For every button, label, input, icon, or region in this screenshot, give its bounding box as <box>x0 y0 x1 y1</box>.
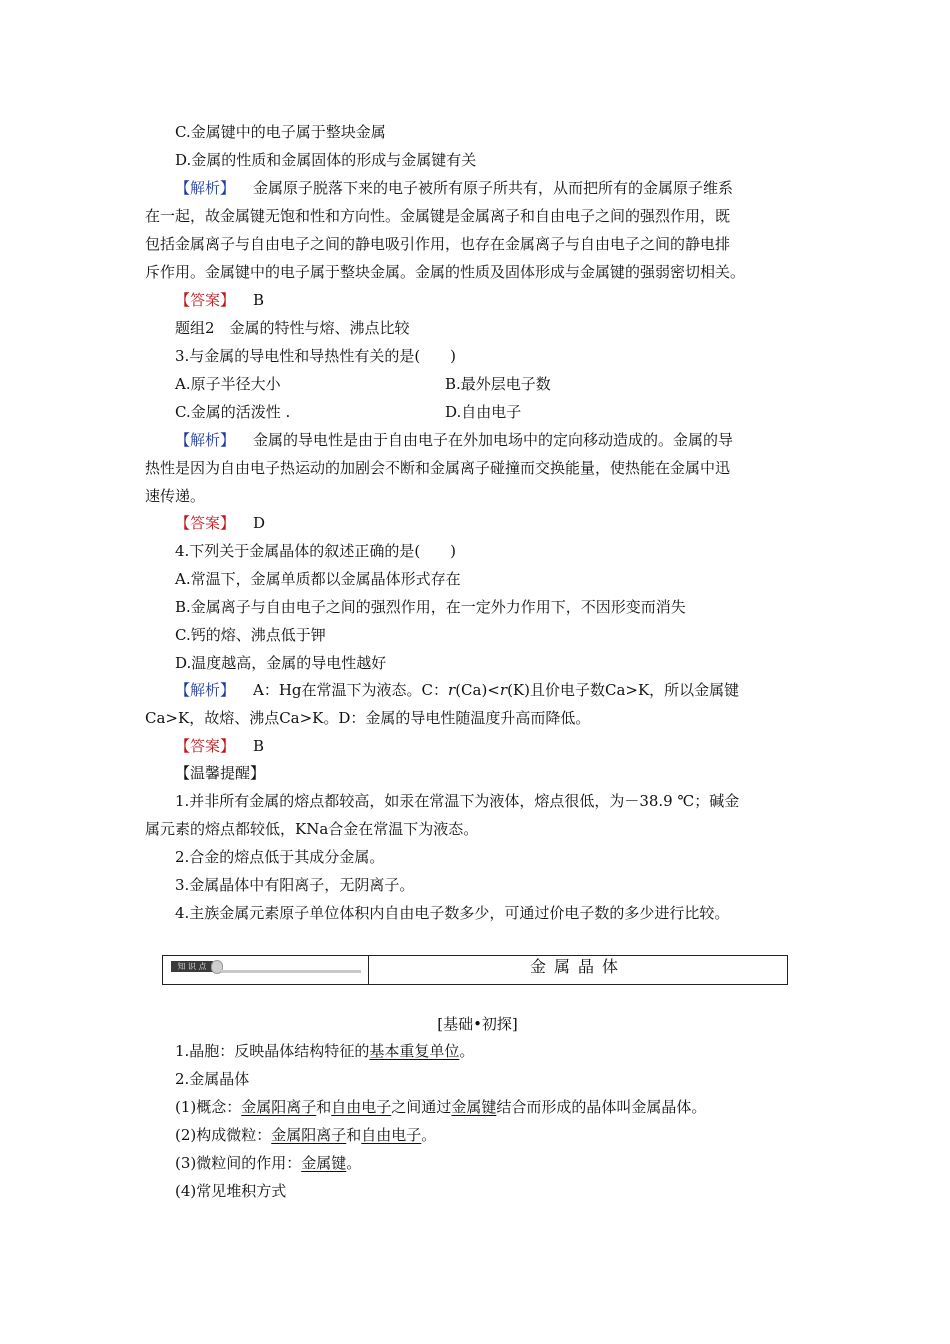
q4-analysis-p1: A：Hg在常温下为液态。C： <box>253 681 449 699</box>
basics-l3-underline-1: 金属阳离子 <box>241 1098 317 1116</box>
q4-analysis-p3: (K)且价电子数Ca>K，所以金属键 <box>507 681 740 699</box>
q3-option-a: A.原子半径大小 <box>175 375 281 393</box>
q4-option-d: D.温度越高，金属的导电性越好 <box>175 654 387 672</box>
basics-l4-post: 。 <box>421 1126 437 1144</box>
basics-l3-mid-1: 和 <box>316 1098 332 1116</box>
basics-l4-underline-1: 金属阳离子 <box>271 1126 347 1144</box>
basics-l3-underline-2: 自由电子 <box>331 1098 392 1116</box>
answer-label: 【答案】 <box>175 514 236 532</box>
q1-analysis-text-1: 金属原子脱落下来的电子被所有原子所共有，从而把所有的金属原子维系 <box>253 179 734 197</box>
basics-l5-post: 。 <box>346 1154 362 1172</box>
q3-options-row-1 <box>175 374 840 396</box>
q1-analysis-line-1 <box>175 178 840 200</box>
q3-stem: 3.与金属的导电性和导热性有关的是( ) <box>175 347 457 365</box>
q4-analysis-r2: r <box>499 681 508 699</box>
q1-analysis-line-3: 包括金属离子与自由电子之间的静电吸引作用，也存在金属离子与自由电子之间的静电排 <box>145 235 731 253</box>
q3-answer: D <box>253 514 266 532</box>
q4-answer-line <box>175 736 840 758</box>
basics-l1-post: 。 <box>459 1042 475 1060</box>
q4-answer: B <box>253 737 265 755</box>
q1-analysis-line-2: 在一起，故金属键无饱和性和方向性。金属键是金属离子和自由电子之间的强烈作用，既 <box>145 207 731 225</box>
analysis-label: 【解析】 <box>175 179 236 197</box>
section-badge-cell <box>163 956 369 984</box>
basics-l3-underline-3: 金属键 <box>451 1098 497 1116</box>
basics-line-3 <box>175 1097 840 1119</box>
q1-analysis-line-4: 斥作用。金属键中的电子属于整块金属。金属的性质及固体形成与金属键的强弱密切相关。 <box>145 263 746 281</box>
q1-option-d: D.金属的性质和金属固体的形成与金属键有关 <box>175 151 477 169</box>
section-title: 金属晶体 <box>529 957 626 976</box>
q1-answer: B <box>253 291 265 309</box>
basics-l4-pre: (2)构成微粒： <box>175 1126 272 1144</box>
basics-l3-pre: (1)概念： <box>175 1098 242 1116</box>
basics-l4-mid: 和 <box>346 1126 362 1144</box>
q4-analysis-p2: (Ca)< <box>455 681 500 699</box>
q4-analysis-line-2: Ca>K，故熔、沸点Ca>K。D：金属的导电性随温度升高而降低。 <box>145 709 591 727</box>
tips-item-2: 2.合金的熔点低于其成分金属。 <box>175 848 385 866</box>
q3-options-row-2 <box>175 402 840 424</box>
basics-l1-underline: 基本重复单位 <box>369 1042 460 1060</box>
q3-option-b: B.最外层电子数 <box>445 375 551 393</box>
basics-l1-pre: 1.晶胞：反映晶体结构特征的 <box>175 1042 370 1060</box>
basics-l3-post: 结合而形成的晶体叫金属晶体。 <box>496 1098 707 1116</box>
answer-label: 【答案】 <box>175 737 236 755</box>
basics-line-6: (4)常见堆积方式 <box>175 1182 287 1200</box>
q4-analysis-line-1 <box>175 680 840 702</box>
q3-answer-line <box>175 513 840 535</box>
group2-title: 题组2 金属的特性与熔、沸点比较 <box>175 319 410 337</box>
q3-option-d: D.自由电子 <box>445 403 522 421</box>
q4-option-a: A.常温下，金属单质都以金属晶体形式存在 <box>175 570 461 588</box>
q4-stem: 4.下列关于金属晶体的叙述正确的是( ) <box>175 542 457 560</box>
basics-line-1 <box>175 1041 840 1063</box>
q3-analysis-line-1 <box>175 430 840 452</box>
q4-analysis-r1: r <box>448 681 456 699</box>
badge-divider <box>221 970 361 973</box>
analysis-label: 【解析】 <box>175 431 236 449</box>
tips-item-1-line-2: 属元素的熔点都较低，KNa合金在常温下为液态。 <box>145 820 479 838</box>
tips-title: 【温馨提醒】 <box>175 764 266 782</box>
answer-label: 【答案】 <box>175 291 236 309</box>
basics-l4-underline-2: 自由电子 <box>361 1126 422 1144</box>
q3-analysis-line-3: 速传递。 <box>145 487 206 505</box>
q3-analysis-line-2: 热性是因为自由电子热运动的加剧会不断和金属离子碰撞而交换能量，使热能在金属中迅 <box>145 459 731 477</box>
basics-l3-mid-2: 之间通过 <box>391 1098 452 1116</box>
tips-item-4: 4.主族金属元素原子单位体积内自由电子数多少，可通过价电子数的多少进行比较。 <box>175 904 730 922</box>
analysis-label: 【解析】 <box>175 681 236 699</box>
q1-option-c: C.金属键中的电子属于整块金属 <box>175 123 386 141</box>
q3-analysis-text-1: 金属的导电性是由于自由电子在外加电场中的定向移动造成的。金属的导 <box>253 431 734 449</box>
q1-answer-line <box>175 290 840 312</box>
basics-heading: [基础•初探] <box>437 1015 518 1033</box>
basics-l5-pre: (3)微粒间的作用： <box>175 1154 302 1172</box>
tips-item-3: 3.金属晶体中有阳离子，无阴离子。 <box>175 876 415 894</box>
tips-item-1-line-1: 1.并非所有金属的熔点都较高，如汞在常温下为液体，熔点很低，为－38.9 ℃；碱金 <box>175 792 740 810</box>
basics-line-4 <box>175 1125 840 1147</box>
basics-line-5 <box>175 1153 840 1175</box>
q4-option-b: B.金属离子与自由电子之间的强烈作用，在一定外力作用下，不因形变而消失 <box>175 598 686 616</box>
section-badge: 知 识 点 <box>171 961 213 972</box>
section-header-box <box>162 955 788 985</box>
q4-option-c: C.钙的熔、沸点低于钾 <box>175 626 326 644</box>
basics-line-2: 2.金属晶体 <box>175 1070 250 1088</box>
basics-l5-underline: 金属键 <box>301 1154 347 1172</box>
q3-option-c: C.金属的活泼性 . <box>175 403 291 421</box>
